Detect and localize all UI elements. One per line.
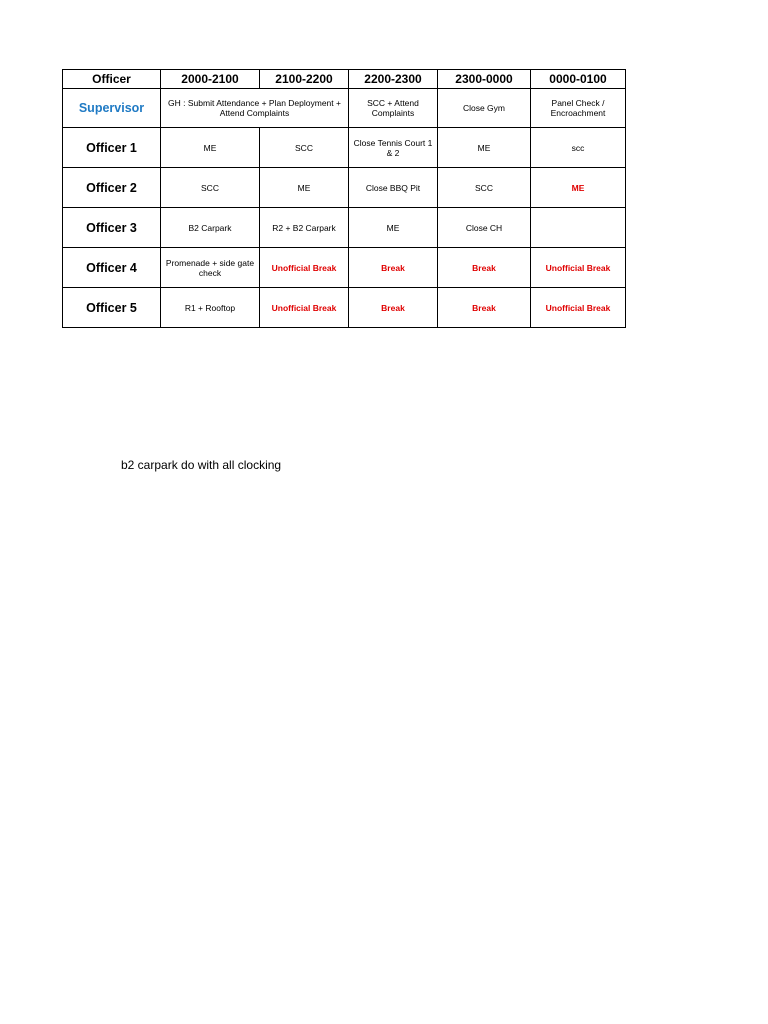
officer-5-row [63,288,626,328]
officer-4-row [63,248,626,288]
officer-2-task-2100-2200: ME [260,168,349,208]
supervisor-task-0000-0100: Panel Check / Encroachment [531,89,626,128]
officer-4-task-2100-2200: Unofficial Break [260,248,349,288]
officer-5-task-2200-2300: Break [349,288,438,328]
officer-3-row [63,208,626,248]
officer-3-task-2000-2100: B2 Carpark [161,208,260,248]
roster-table [62,69,626,328]
header-slot-2000-2100: 2000-2100 [161,70,260,89]
note-text: b2 carpark do with all clocking [121,458,282,472]
header-row [63,70,626,89]
officer-1-task-2100-2200: SCC [260,128,349,168]
officer-3-task-2100-2200: R2 + B2 Carpark [260,208,349,248]
officer-5-task-2000-2100: R1 + Rooftop [161,288,260,328]
officer-2-task-2200-2300: Close BBQ Pit [349,168,438,208]
supervisor-task-2200-2300: SCC + Attend Complaints [349,89,438,128]
officer-5-task-0000-0100: Unofficial Break [531,288,626,328]
officer-3-task-0000-0100 [531,208,626,248]
header-slot-2100-2200: 2100-2200 [260,70,349,89]
officer-2-task-2000-2100: SCC [161,168,260,208]
officer-3-task-2200-2300: ME [349,208,438,248]
supervisor-task-2300-0000: Close Gym [438,89,531,128]
officer-2-label: Officer 2 [63,168,161,208]
officer-1-label: Officer 1 [63,128,161,168]
officer-5-label: Officer 5 [63,288,161,328]
officer-4-task-2000-2100: Promenade + side gate check [161,248,260,288]
officer-4-task-2200-2300: Break [349,248,438,288]
officer-2-row [63,168,626,208]
officer-1-task-0000-0100: scc [531,128,626,168]
officer-3-label: Officer 3 [63,208,161,248]
officer-1-task-2200-2300: Close Tennis Court 1 & 2 [349,128,438,168]
officer-3-task-2300-0000: Close CH [438,208,531,248]
officer-1-task-2000-2100: ME [161,128,260,168]
header-officer: Officer [63,70,161,89]
header-slot-0000-0100: 0000-0100 [531,70,626,89]
header-slot-2300-0000: 2300-0000 [438,70,531,89]
officer-2-task-0000-0100: ME [531,168,626,208]
header-slot-2200-2300: 2200-2300 [349,70,438,89]
supervisor-row [63,89,626,128]
officer-2-task-2300-0000: SCC [438,168,531,208]
officer-5-task-2300-0000: Break [438,288,531,328]
supervisor-label: Supervisor [63,89,161,128]
supervisor-task-2000-2200: GH : Submit Attendance + Plan Deployment + Attend Complaints [161,89,349,128]
officer-4-task-0000-0100: Unofficial Break [531,248,626,288]
officer-5-task-2100-2200: Unofficial Break [260,288,349,328]
officer-1-row [63,128,626,168]
officer-1-task-2300-0000: ME [438,128,531,168]
officer-4-label: Officer 4 [63,248,161,288]
officer-4-task-2300-0000: Break [438,248,531,288]
